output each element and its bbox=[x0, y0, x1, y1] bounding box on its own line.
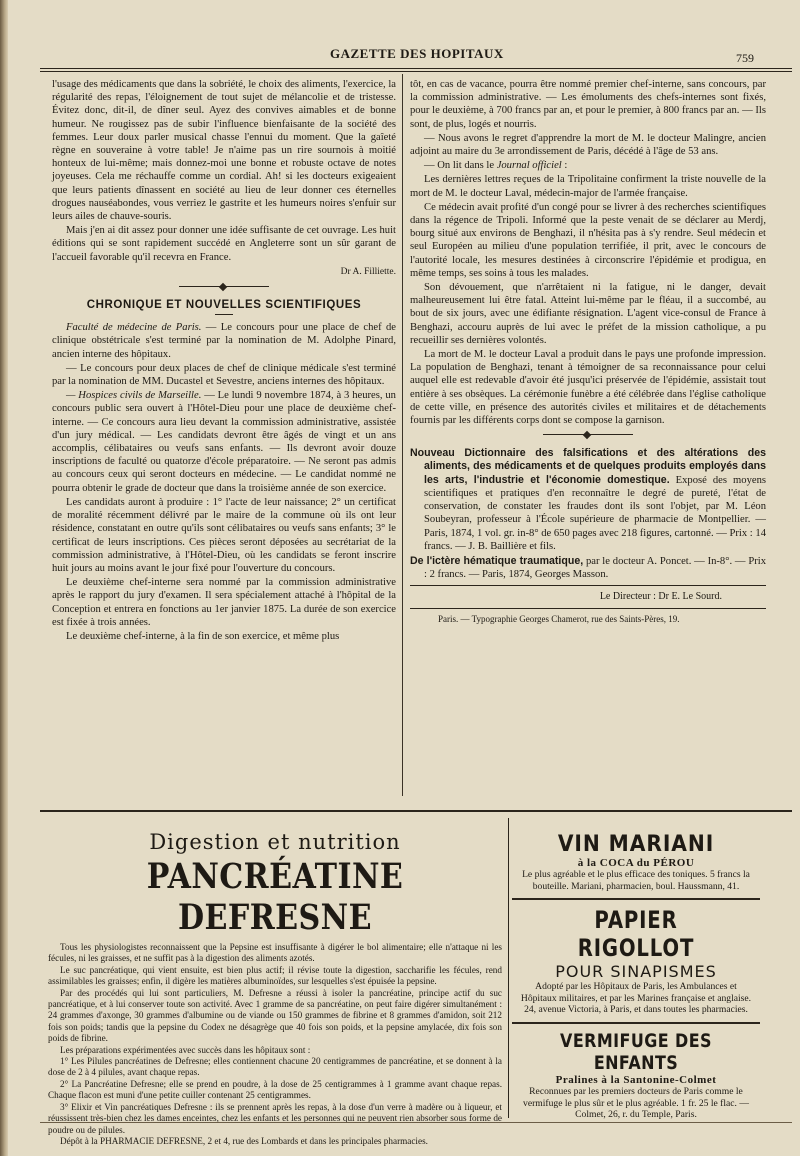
director-line: Le Directeur : Dr E. Le Sourd. bbox=[599, 591, 722, 603]
ad-paragraph: Tous les physiologistes reconnaissent que la Pepsine est insuffisante à digérer le bol alimentaire; elle n'attaque ni les fécules, ni les graisses, et ne suffit pas à la digestion des aliments azotés. bbox=[48, 942, 502, 964]
paragraph: La mort de M. le docteur Laval a produit dans le pays une profonde impression. La population de Benghazi, tenant à témoigner de sa reconnaissance pour celui auquel elle est redevable d'avoir été jusqu'ici préservée de l'épidémie, assistait tout entière à ses obsèques. La cérémonie funèbre a été célébrée dans l'église catholique de cette ville, en présence des autorités civiles et militaires et de détachements fournis par les différents corps dont se compose la garnison. bbox=[410, 349, 766, 427]
printer-line: Paris. — Typographie Georges Chamerot, rue des Saints-Pères, 19. bbox=[438, 613, 680, 624]
paragraph: Le deuxième chef-interne sera nommé par la commission administrative après le rapport du jury d'examen. Il sera spécialement attaché à l'hôpital de la Conception et entrera en fonctions au 1er janvier 1875. La durée de son exercice est fixée à trois années. bbox=[52, 577, 396, 628]
vin-mariani-ad bbox=[512, 832, 760, 892]
small-rule bbox=[215, 314, 233, 315]
book-details: Exposé des moyens scientifiques et pratiques d'en reconnaître le degré de pureté, l'état de conservation, de constater les fraudes dont ils sont l'objet, par M. Léon Soubeyran, professeur à l'École supérieure de pharmacie de Montpellier. — Paris, 1874, 1 vol. gr. in-8° de 650 pages avec 218 figures, cartonné. — Prix : 14 francs. — J. B. Baillière et fils. bbox=[424, 474, 766, 552]
paragraph: Ce médecin avait profité d'un congé pour se livrer à des recherches scientifiques dans la régence de Tripoli. Informé que la peste venait de se déclarer au Merdj, bourg situé aux environs de Benghazi, il n'hésita pas à s'y rendre. Seul médecin et seul Européen au milieu d'une population terrifiée, il prit, avec le concours de l'autorité locale, les mesures destinées à circonscrire l'épidémie et prodigua, en même temps, ses soins à tous les malades. bbox=[410, 201, 766, 279]
left-column bbox=[52, 78, 396, 644]
advertisement-rule bbox=[40, 810, 792, 812]
page-binding-edge bbox=[0, 0, 8, 1156]
ad-paragraph: Dépôt à la PHARMACIE DEFRESNE, 2 et 4, rue des Lombards et dans les principales pharmacies. bbox=[60, 1135, 428, 1146]
book-title: Nouveau Dictionnaire des falsifications et des altérations des aliments, des médicaments et de quelques produits employés dans les arts, l'industrie et l'économie domestique. bbox=[410, 447, 766, 486]
book-notice bbox=[410, 555, 766, 581]
news-item bbox=[52, 389, 396, 495]
ad-body: Reconnues par les premiers docteurs de Paris comme le vermifuge le plus sûr et le plus agréable. 1 fr. 25 le flac. — Colmet, 26, r. du Temple, Paris. bbox=[523, 1085, 749, 1121]
right-column bbox=[410, 78, 766, 626]
ad-paragraph: 1° Les Pilules pancréatines de Defresne; elles contiennent chacune 20 centigrammes de pancréatine, et se donnent à la dose de 2 à 4 pilules, avant chaque repas. bbox=[48, 1056, 502, 1078]
news-item-lead: Faculté de médecine de Paris. bbox=[66, 322, 202, 334]
ornament-divider bbox=[543, 433, 633, 437]
ad-body: Le plus agréable et le plus efficace des toniques. 5 francs la bouteille. Mariani, pharmacien, boul. Haussmann, 41. bbox=[522, 869, 750, 892]
papier-rigollot-ad bbox=[512, 906, 760, 1016]
ad-title: PAPIER RIGOLLOT bbox=[577, 906, 695, 963]
ad-subtitle: à la COCA du PÉROU bbox=[577, 857, 695, 869]
book-details: par le docteur A. Poncet. — In-8°. — Prix : 2 francs. — Paris, 1874, Georges Masson. bbox=[424, 555, 766, 581]
article-signature: Dr A. Filliette. bbox=[340, 266, 396, 277]
ad-paragraph: Par des procédés qui lui sont particuliers, M. Defresne a réussi à isoler la pancréatine, principe actif du suc pancréatique, et à lui conserver toute son activité. Avec 1 gramme de sa pancréatine, on peut faire digérer simultanément : 24 grammes d'axonge, 30 grammes d'albumine ou de viande ou 150 grammes de fibrine et 8 grammes d'amidon, soit 212 fois son poids; tandis que la pepsine du Codex ne désagrège que 40 fois son poids, et la pepsine amylacée, dix fois son poids de fibrine. bbox=[48, 987, 502, 1044]
ornament-divider bbox=[179, 285, 269, 289]
journal-title: GAZETTE DES HOPITAUX bbox=[330, 46, 504, 61]
paragraph: l'usage des médicaments que dans la sobriété, le choix des aliments, l'exercice, la régularité des repas, l'éloignement de tout sujet de mélancolie et de tristesse. Évitez donc, dit-il, de dîner seul. Ayez des convives aimables et de bonne humeur. Ne rougissez pas de subir l'influence bienfaisante de la société des femmes. Leur doux parler musical chasse l'ennui du moment. Que la gaîeté règne en souveraine à votre table! Je n'aime pas un rire sournois à moitié honteux de lui-même; mais donnez-moi une bonne et robuste octave de notes joyeuses. Cela me réchauffe comme un cordial. Ah! si les docteurs exigeaient que leurs patients dînassent en société au lieu de leur donner ces éternelles drogues nauséabondes, vous verriez le gastrite et les humeurs noires s'enfuir sur leurs ailes de chauve-souris. bbox=[52, 79, 396, 223]
paragraph: tôt, en cas de vacance, pourra être nommé premier chef-interne, sans concours, par la commission administrative. — Les émoluments des chefs-internes sont fixés, pour le deuxième, à 700 francs par an, et pour le premier, à 800 francs par an. — Ils sont, de plus, logés et nourris. bbox=[410, 79, 766, 130]
news-item-tail: : bbox=[561, 160, 568, 172]
paragraph: Les dernières lettres reçues de la Tripolitaine confirment la triste nouvelle de la mort de M. le docteur Laval, médecin-major de l'armée française. bbox=[410, 174, 766, 199]
ad-paragraph: Le suc pancréatique, qui vient ensuite, est bien plus actif; il révise toute la digestion, saccharifie les fécules, rend assimilables les graisses; enfin, il digère les matières albuminoïdes, sur lesquelles s'est épuisée la pepsine. bbox=[48, 964, 502, 987]
news-item-lead: — On lit dans le bbox=[424, 160, 497, 172]
news-item: — Le concours pour deux places de chef de clinique médicale s'est terminé par la nomination de MM. Ducastel et Sevestre, anciens internes des hôpitaux. bbox=[52, 362, 396, 388]
bottom-rule bbox=[40, 1122, 792, 1123]
section-title: CHRONIQUE ET NOUVELLES SCIENTIFIQUES bbox=[86, 299, 362, 312]
column-divider bbox=[402, 74, 403, 796]
news-item-text: — Le lundi 9 novembre 1874, à 3 heures, un concours public sera ouvert à l'Hôtel-Dieu pour une place de deuxième chef-interne. — Ce concours aura lieu devant la commission administrative, assistée d'un jury médical. — Les candidats devront être âgés de vingt et un ans accomplis, célibataires ou veufs sans enfants. — Ils devront avoir douze inscriptions de faculté ou quatorze d'école préparatoire. — Ne seront pas admis au concours ceux qui seront docteurs en médecine. — Le candidat nommé ne pourra obtenir le grade de docteur que dans la troisième année de son exercice. bbox=[52, 390, 396, 494]
rule bbox=[410, 585, 766, 586]
vermifuge-ad bbox=[512, 1030, 760, 1121]
page-number: 759 bbox=[736, 51, 754, 65]
rule bbox=[410, 608, 766, 609]
journal-name: Journal officiel bbox=[496, 160, 562, 172]
ad-subtitle: POUR SINAPISMES bbox=[555, 962, 717, 982]
ad-title: VIN MARIANI bbox=[557, 832, 715, 857]
paragraph: Le deuxième chef-interne, à la fin de son exercice, et même plus bbox=[66, 630, 340, 642]
ad-subtitle: Pralines à la Santonine-Colmet bbox=[555, 1073, 717, 1086]
book-notices bbox=[410, 447, 766, 581]
ad-title: VERMIFUGE DES ENFANTS bbox=[560, 1029, 712, 1074]
ad-subtitle: Digestion et nutrition bbox=[149, 830, 401, 854]
ad-paragraph: 3° Elixir et Vin pancréatiques Defresne : ils se prennent après les repas, à la dose d'un verre à madère ou à liqueur, et réussissent très-bien chez les dames enceintes, chez les enfants et les personnes qui ne peuvent rien absorber sous forme de poudre ou de pilules. bbox=[48, 1101, 502, 1135]
news-item-text: — Le concours pour une place de chef de clinique obstétricale s'est terminé par la nomination de M. Adolphe Pinard, ancien interne des hôpitaux. bbox=[52, 322, 396, 360]
paragraph: Les candidats auront à produire : 1° l'acte de leur naissance; 2° un certificat de moralité récemment délivré par le maire de la commune où ils ont leur résidence, constatant en outre qu'ils sont célibataires ou veufs sans enfants; 3° le certificat de leurs inscriptions. Ces pièces seront déposées au secrétariat de la commission administrative, à l'Hôtel-Dieu, où les candidats se feront inscrire huit jours au moins avant le jour fixé pour l'ouverture du concours. bbox=[52, 496, 396, 574]
ad-body: Adopté par les Hôpitaux de Paris, les Ambulances et Hôpitaux militaires, et par les Marines française et anglaise. 24, avenue Victoria, à Paris, et dans toutes les pharmacies. bbox=[520, 981, 752, 1016]
paragraph: Son dévouement, que n'arrêtaient ni la fatigue, ni le danger, devait malheureusement lui être fatal. Atteint lui-même par le fléau, il a succombé, au bout de six jours, avec une édifiante résignation. L'agent vice-consul de France à Benghazi, accouru auprès de lui avec le préfet de la mission catholique, a pu recueillir ses dernières volontés. bbox=[410, 282, 766, 346]
ad-body bbox=[42, 938, 508, 1147]
book-title: De l'ictère hématique traumatique, bbox=[410, 554, 584, 567]
header-rule bbox=[40, 68, 792, 72]
news-item bbox=[410, 159, 766, 172]
paragraph: Mais j'en ai dit assez pour donner une idée suffisante de cet ouvrage. Les huit éditions qui se sont rapidement succédé en Angleterre sont un sûr garant de l'accueil favorable qu'il recevra en France. bbox=[52, 225, 396, 263]
pancreatine-advertisement bbox=[42, 818, 509, 1146]
news-item-lead: — Hospices civils de Marseille. bbox=[66, 390, 202, 402]
right-advertisements bbox=[512, 818, 760, 1121]
ad-paragraph: 2° La Pancréatine Defresne; elle se prend en poudre, à la dose de 25 centigrammes à 1 gramme avant chaque repas. Chaque flacon est muni d'une petite cuiller contenant 25 centigrammes. bbox=[48, 1078, 502, 1101]
news-item bbox=[52, 321, 396, 361]
ad-paragraph: Les préparations expérimentées avec succès dans les hôpitaux sont : bbox=[60, 1044, 311, 1055]
book-notice bbox=[410, 447, 766, 553]
ad-rule bbox=[512, 898, 760, 900]
ad-title: PANCRÉATINE DEFRESNE bbox=[146, 856, 404, 938]
ad-rule bbox=[512, 1022, 760, 1024]
news-item: — Nous avons le regret d'apprendre la mort de M. le docteur Malingre, ancien adjoint au maire du 3e arrondissement de Paris, décédé à l'âge de 53 ans. bbox=[410, 132, 766, 158]
